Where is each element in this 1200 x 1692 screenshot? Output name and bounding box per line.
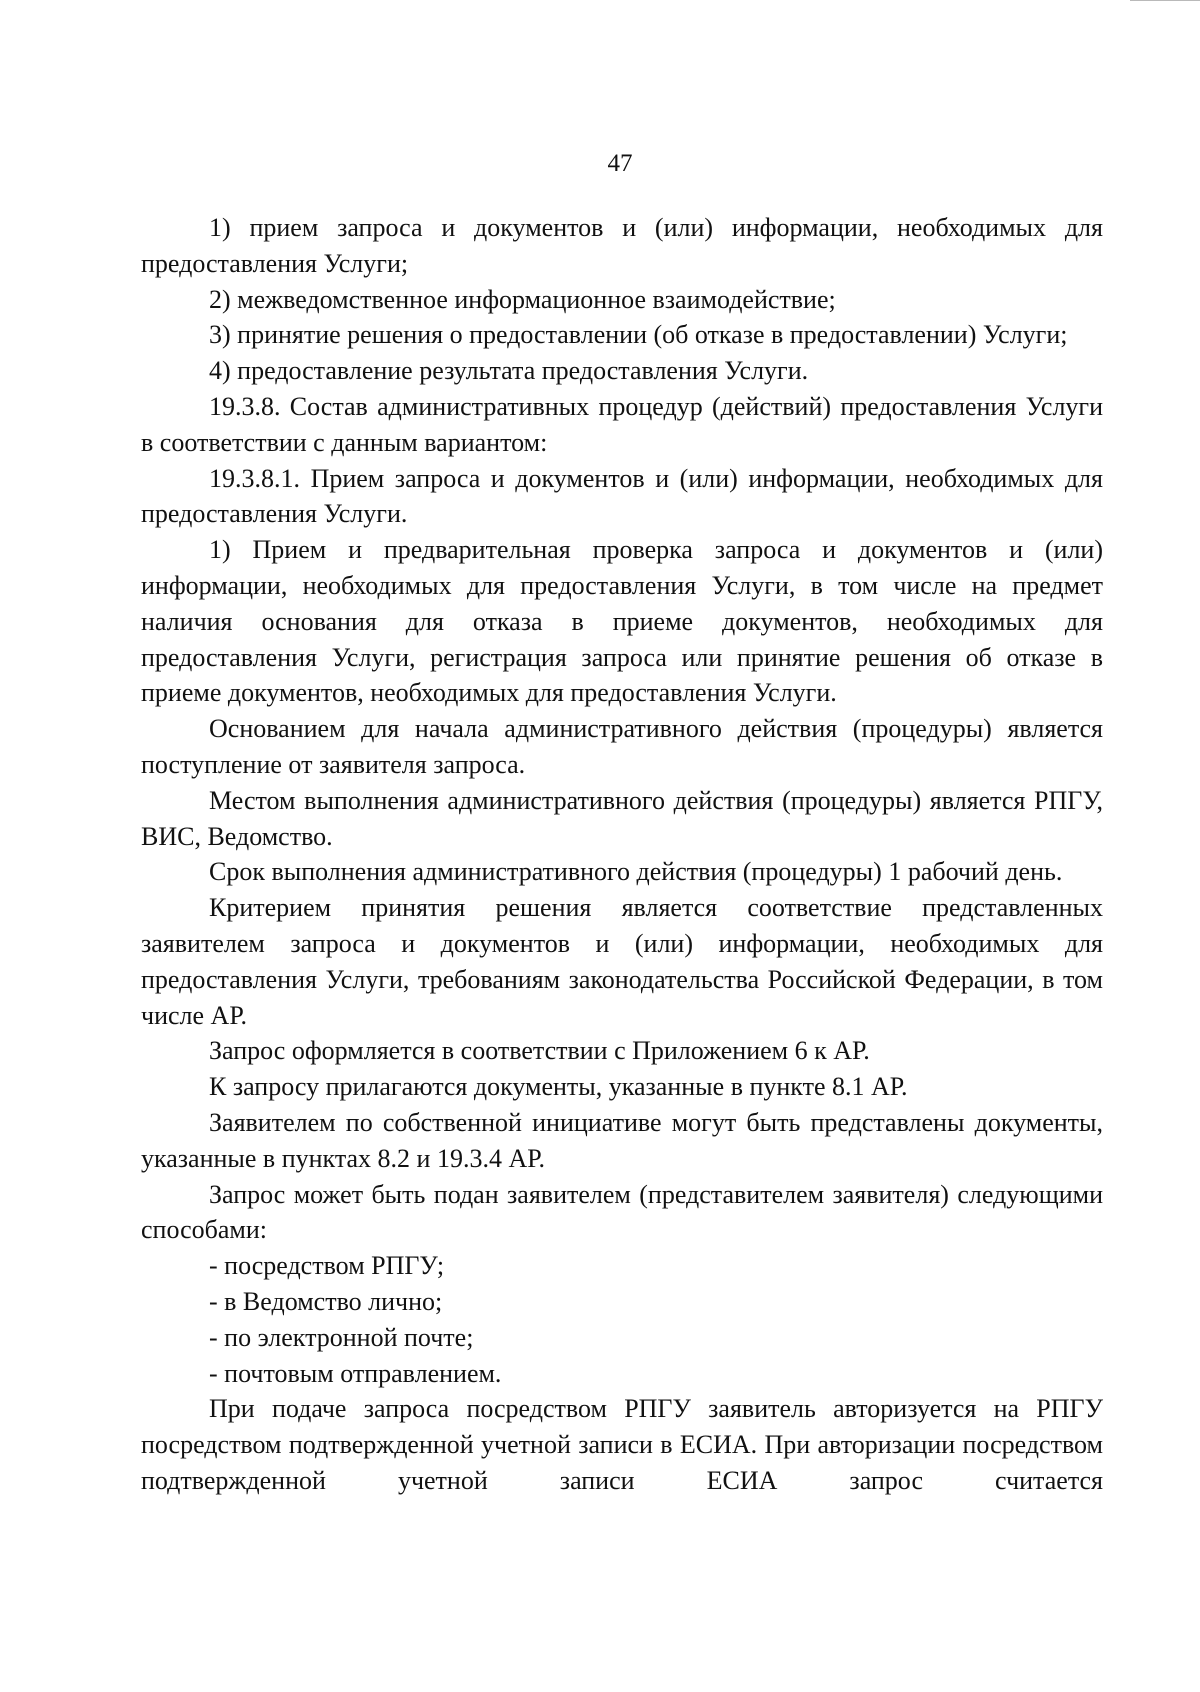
section-19-3-8: 19.3.8. Состав административных процедур (действий) предоставления Услуги в соответствии с данным вариантом:: [141, 391, 1103, 457]
paragraph-attachments: К запросу прилагаются документы, указанные в пункте 8.1 АР.: [209, 1072, 908, 1102]
list-item-4: 4) предоставление результата предоставления Услуги.: [209, 356, 809, 386]
list-item-3: 3) принятие решения о предоставлении (об отказе в предоставлении) Услуги;: [209, 320, 1068, 350]
section-19-3-8-1: 19.3.8.1. Прием запроса и документов и (или) информации, необходимых для предоставления Услуги.: [141, 463, 1103, 529]
method-post: - почтовым отправлением.: [209, 1358, 502, 1388]
paragraph-rpgu-authorization: При подаче запроса посредством РПГУ заявитель авторизуется на РПГУ посредством подтвержденной учетной записи в ЕСИА. При авторизации посредством подтвержденной учетной записи ЕСИА запрос считается: [141, 1394, 1103, 1495]
list-item-2: 2) межведомственное информационное взаимодействие;: [209, 284, 836, 314]
page-number: 47: [607, 150, 633, 177]
list-item-1: 1) прием запроса и документов и (или) информации, необходимых для предоставления Услуги;: [141, 213, 1103, 278]
method-email: - по электронной почте;: [209, 1322, 474, 1352]
method-rpgu: - посредством РПГУ;: [209, 1251, 445, 1281]
scan-edge-mark: [1130, 0, 1200, 5]
paragraph-optional-documents: Заявителем по собственной инициативе могут быть представлены документы, указанные в пунктах 8.2 и 19.3.4 АР.: [141, 1107, 1103, 1173]
paragraph-basis: Основанием для начала административного действия (процедуры) является поступление от заявителя запроса.: [141, 714, 1103, 779]
paragraph-submission-methods: Запрос может быть подан заявителем (представителем заявителя) следующими способами:: [141, 1179, 1103, 1245]
paragraph-criterion: Критерием принятия решения является соответствие представленных заявителем запроса и документов и (или) информации, необходимых для предоставления Услуги, требованиям законодательства Российской Федерации, в том числе АР.: [141, 893, 1103, 1030]
document-body: [141, 210, 1103, 1499]
method-in-person: - в Ведомство лично;: [209, 1286, 443, 1316]
procedure-step-1: 1) Прием и предварительная проверка запроса и документов и (или) информации, необходимых для предоставления Услуги, в том числе на предмет наличия основания для отказа в приеме документов, необходимых для предоставления Услуги, регистрация запроса или принятие решения об отказе в приеме документов, необходимых для предоставления Услуги.: [141, 535, 1103, 708]
paragraph-location: Местом выполнения административного действия (процедуры) является РПГУ, ВИС, Ведомство.: [141, 785, 1103, 851]
paragraph-request-form: Запрос оформляется в соответствии с Приложением 6 к АР.: [209, 1036, 870, 1066]
paragraph-deadline: Срок выполнения административного действия (процедуры) 1 рабочий день.: [209, 857, 1063, 887]
